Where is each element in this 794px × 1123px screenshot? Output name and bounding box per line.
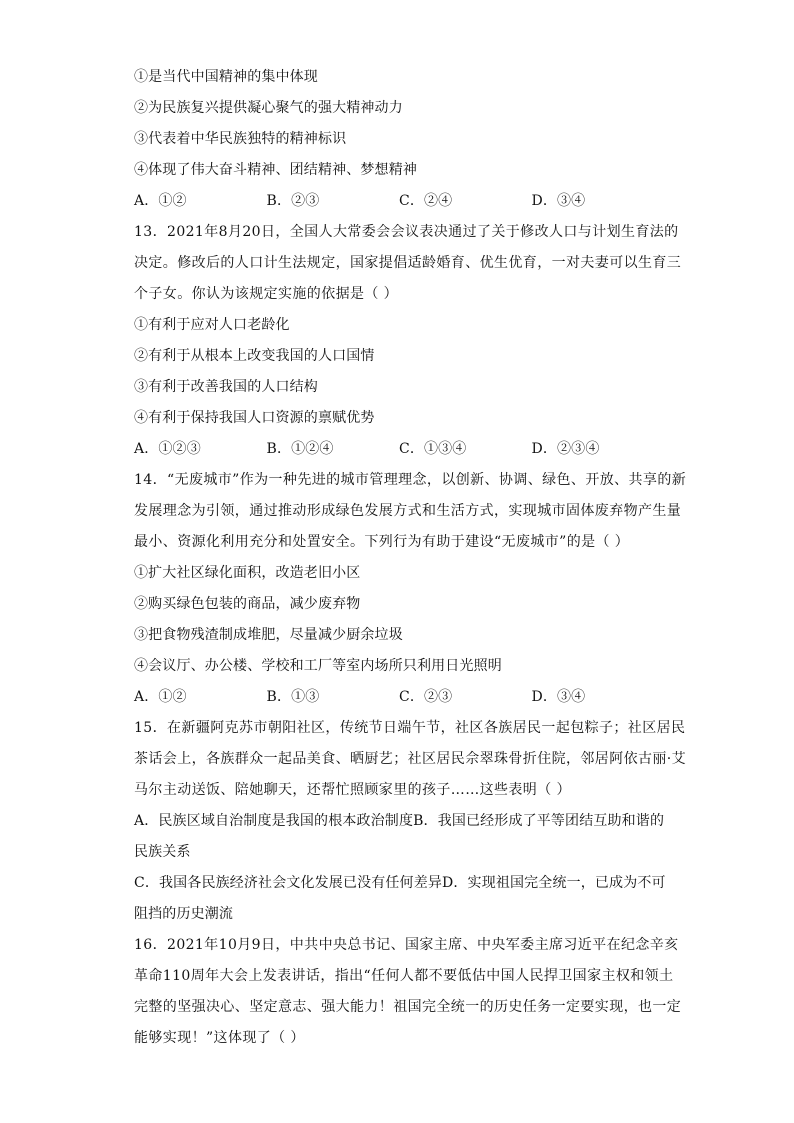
q12-item-1: ①是当代中国精神的集中体现 — [134, 69, 318, 85]
q15-options-cd — [134, 868, 664, 899]
q14-stem-line-3: 最小、资源化利用充分和处置安全。下列行为有助于建设“无废城市”的是（ ） — [134, 534, 630, 550]
q15-stem-line-1: 15．在新疆阿克苏市朝阳社区，传统节日端午节，社区各族居民一起包粽子；社区居民 — [134, 720, 686, 736]
q13-stem-line-2: 决定。修改后的人口计生法规定，国家提倡适龄婚育、优生优育，一对夫妻可以生育三 — [134, 255, 682, 271]
exam-page — [134, 62, 687, 1054]
q16-stem-line-3: 完整的坚强决心、坚定意志、强大能力！祖国完全统一的历史任务一定要实现，也一定 — [134, 999, 682, 1015]
q15-options-ab — [134, 806, 664, 837]
q16-stem-line-2: 革命110周年大会上发表讲话，指出“任何人都不要低估中国人民捍卫国家主权和领土 — [134, 968, 674, 984]
q14-item-2: ②购买绿色包装的商品，减少废弃物 — [134, 596, 361, 612]
question-13 — [134, 217, 682, 465]
q12-option-c: C．②④ — [399, 193, 453, 209]
q14-stem-line-2: 发展理念为引领，通过推动形成绿色发展方式和生活方式，实现城市固体废弃物产生量 — [134, 503, 682, 519]
q13-option-a: A．①②③ — [134, 441, 201, 457]
q15-stem-line-2: 茶话会上，各族群众一起品美食、晒厨艺；社区居民佘翠珠骨折住院，邻居阿依古丽·艾 — [134, 751, 687, 767]
q14-option-d: D．③④ — [531, 689, 586, 705]
q13-option-b: B．①②④ — [266, 441, 334, 457]
q13-stem-line-1: 13．2021年8月20日，全国人大常委会会议表决通过了关于修改人口与计划生育法的 — [134, 224, 679, 240]
q15-option-d: D．实现祖国完全统一，已成为不可 — [442, 875, 666, 891]
q14-option-c: C．②③ — [399, 689, 453, 705]
q13-item-3: ③有利于改善我国的人口结构 — [134, 379, 318, 395]
q15-stem-line-3: 马尔主动送饭、陪她聊天，还帮忙照顾家里的孩子……这些表明（ ） — [134, 782, 571, 798]
q14-item-3: ③把食物残渣制成堆肥，尽量减少厨余垃圾 — [134, 627, 403, 643]
q12-option-d: D．③④ — [531, 193, 586, 209]
q12-options — [134, 186, 664, 217]
q14-item-4: ④会议厅、办公楼、学校和工厂等室内场所只利用日光照明 — [134, 658, 502, 674]
q13-option-d: D．②③④ — [531, 441, 600, 457]
q13-stem-line-3: 个子女。你认为该规定实施的依据是（ ） — [134, 286, 399, 302]
q15-option-c: C．我国各民族经济社会文化发展已没有任何差异 — [134, 875, 443, 891]
q15-option-d-continued: 阻挡的历史潮流 — [134, 906, 234, 922]
q16-stem-line-1: 16．2021年10月9日，中共中央总书记、国家主席、中央军委主席习近平在纪念辛亥 — [134, 937, 679, 953]
q14-option-b: B．①③ — [266, 689, 320, 705]
q12-option-b: B．②③ — [266, 193, 320, 209]
question-14 — [134, 465, 687, 713]
q13-item-1: ①有利于应对人口老龄化 — [134, 317, 290, 333]
question-12-continued — [134, 62, 664, 217]
q14-option-a: A．①② — [134, 689, 187, 705]
q13-item-2: ②有利于从根本上改变我国的人口国情 — [134, 348, 375, 364]
q12-item-4: ④体现了伟大奋斗精神、团结精神、梦想精神 — [134, 162, 417, 178]
q13-option-c: C．①③④ — [399, 441, 467, 457]
q15-option-b-continued: 民族关系 — [134, 844, 191, 860]
q15-option-b: B．我国已经形成了平等团结互助和谐的 — [413, 813, 665, 829]
q13-options — [134, 434, 664, 465]
q12-item-2: ②为民族复兴提供凝心聚气的强大精神动力 — [134, 100, 403, 116]
q14-stem-line-1: 14．“无废城市”作为一种先进的城市管理理念，以创新、协调、绿色、开放、共享的新 — [134, 472, 687, 488]
question-15 — [134, 713, 687, 930]
q12-item-3: ③代表着中华民族独特的精神标识 — [134, 131, 347, 147]
q14-options — [134, 682, 664, 713]
question-16 — [134, 930, 682, 1054]
q14-item-1: ①扩大社区绿化面积，改造老旧小区 — [134, 565, 361, 581]
q16-stem-line-4: 能够实现！”这体现了（ ） — [134, 1030, 305, 1046]
q15-option-a: A．民族区域自治制度是我国的根本政治制度 — [134, 813, 414, 829]
q13-item-4: ④有利于保持我国人口资源的禀赋优势 — [134, 410, 375, 426]
q12-option-a: A．①② — [134, 193, 187, 209]
